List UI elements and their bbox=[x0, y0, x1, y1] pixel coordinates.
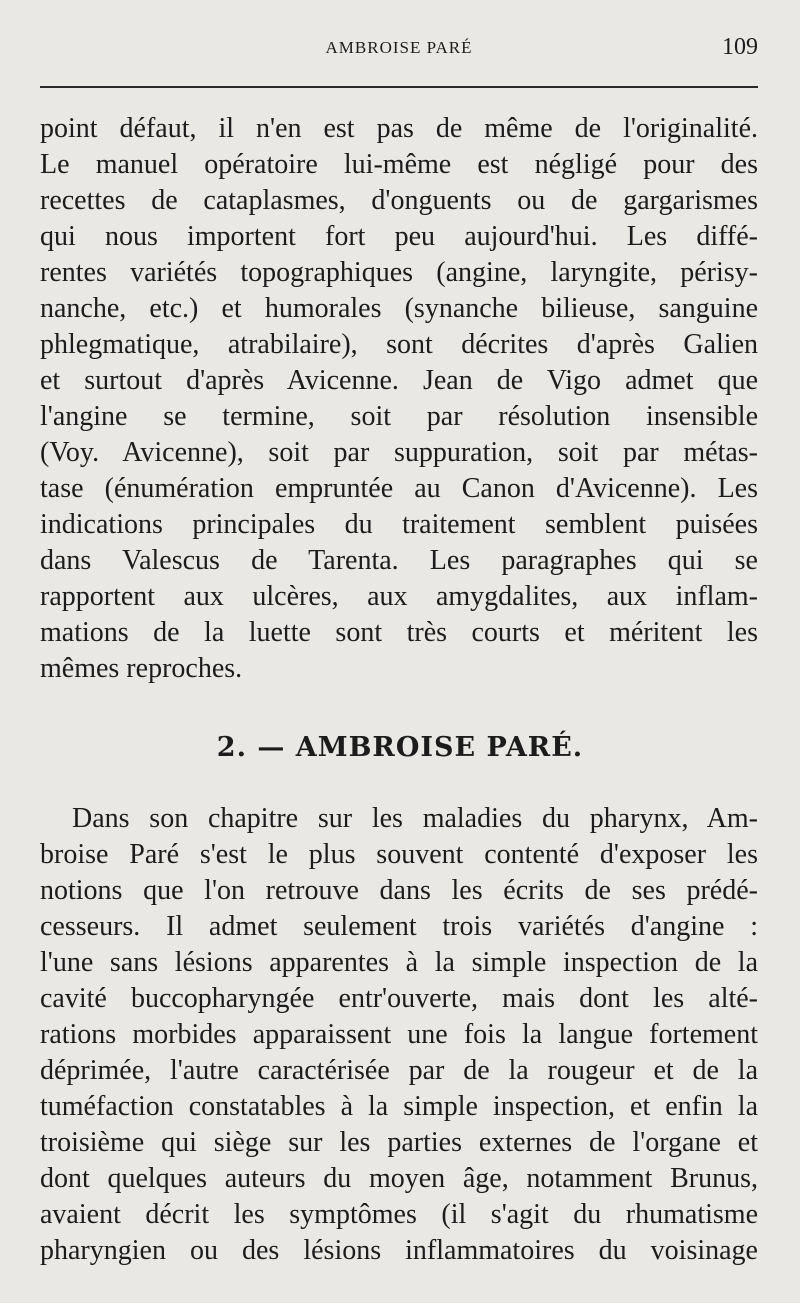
page-header bbox=[40, 36, 758, 66]
text-line: cavité buccopharyngée entr'ouverte, mais dont les alté- bbox=[40, 983, 758, 1014]
header-rule bbox=[40, 86, 758, 88]
text-line: cesseurs. Il admet seulement trois variétés d'angine : bbox=[40, 911, 758, 942]
text-line: dans Valescus de Tarenta. Les paragraphes qui se bbox=[40, 545, 758, 576]
text-line: tuméfaction constatables à la simple inspection, et enfin la bbox=[40, 1091, 758, 1122]
text-line: rations morbides apparaissent une fois la langue fortement bbox=[40, 1019, 758, 1050]
text-line: nanche, etc.) et humorales (synanche bilieuse, sanguine bbox=[40, 293, 758, 324]
text-line: déprimée, l'autre caractérisée par de la rougeur et de la bbox=[40, 1055, 758, 1086]
text-line: rapportent aux ulcères, aux amygdalites, aux inflam- bbox=[40, 581, 758, 612]
text-line: tase (énumération empruntée au Canon d'Avicenne). Les bbox=[40, 473, 758, 504]
paragraph-1 bbox=[40, 111, 758, 687]
page-number: 109 bbox=[722, 34, 758, 60]
text-line: troisième qui siège sur les parties externes de l'organe et bbox=[40, 1127, 758, 1158]
text-line: mations de la luette sont très courts et méritent les bbox=[40, 617, 758, 648]
text-line: et surtout d'après Avicenne. Jean de Vigo admet que bbox=[40, 365, 758, 396]
running-head: AMBROISE PARÉ bbox=[325, 38, 473, 57]
paragraph-2 bbox=[40, 801, 758, 1269]
text-line: Le manuel opératoire lui-même est négligé pour des bbox=[40, 149, 758, 180]
text-line: broise Paré s'est le plus souvent contenté d'exposer les bbox=[40, 839, 758, 870]
text-line: mêmes reproches. bbox=[40, 653, 243, 684]
text-line: pharyngien ou des lésions inflammatoires du voisinage bbox=[40, 1235, 758, 1266]
text-line: indications principales du traitement semblent puisées bbox=[40, 509, 758, 540]
section-title: 2. — AMBROISE PARÉ. bbox=[216, 732, 584, 763]
text-line: point défaut, il n'en est pas de même de l'originalité. bbox=[40, 113, 758, 144]
text-line: l'angine se termine, soit par résolution insensible bbox=[40, 401, 758, 432]
text-line: (Voy. Avicenne), soit par suppuration, soit par métas- bbox=[40, 437, 758, 468]
text-line: l'une sans lésions apparentes à la simple inspection de la bbox=[40, 947, 758, 978]
text-line: rentes variétés topographiques (angine, laryngite, périsy- bbox=[40, 257, 758, 288]
text-line: phlegmatique, atrabilaire), sont décrites d'après Galien bbox=[40, 329, 758, 360]
text-line: recettes de cataplasmes, d'onguents ou de gargarismes bbox=[40, 185, 758, 216]
text-line: dont quelques auteurs du moyen âge, notamment Brunus, bbox=[40, 1163, 758, 1194]
text-line: Dans son chapitre sur les maladies du pharynx, Am- bbox=[72, 803, 758, 834]
text-line: notions que l'on retrouve dans les écrits de ses prédé- bbox=[40, 875, 758, 906]
text-line: qui nous importent fort peu aujourd'hui. Les diffé- bbox=[40, 221, 758, 252]
text-line: avaient décrit les symptômes (il s'agit du rhumatisme bbox=[40, 1199, 758, 1230]
